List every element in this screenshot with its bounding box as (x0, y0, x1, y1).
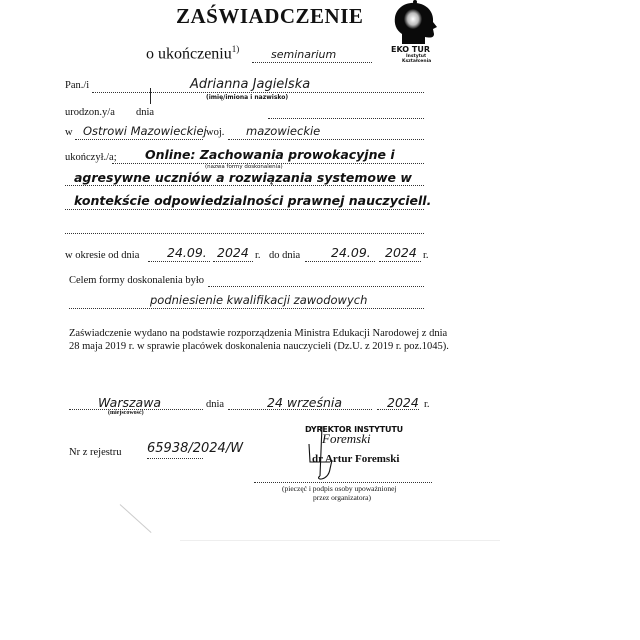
full-name-caption: (imię/imiona i nazwisko) (206, 94, 289, 101)
course-name-line-2: agresywne uczniów a rozwiązania systemowe w (74, 170, 412, 185)
voivodeship-dotted-line (228, 139, 424, 140)
subtitle (146, 44, 239, 63)
eko-tur-logo (388, 0, 444, 68)
voivodeship-label: woj. (206, 127, 225, 138)
course-dotted-line-3 (65, 209, 424, 210)
signature-caption-line-1: (pieczęć i podpis osoby upoważnionej (282, 484, 397, 493)
issue-year-value: 2024 (387, 395, 419, 410)
name-dotted-line (92, 92, 424, 93)
born-day-label: dnia (136, 107, 155, 118)
course-caption: (nazwa formy doskonalenia) (205, 164, 283, 170)
pan-label: Pan./i (65, 80, 90, 91)
purpose-value: podniesienie kwalifikacji zawodowych (150, 293, 368, 307)
to-date-value: 24.09. (331, 245, 371, 260)
purpose-label: Celem formy doskonalenia było (69, 275, 205, 286)
birth-date-dotted-line (268, 118, 424, 119)
year-suffix-2: r. (423, 250, 429, 261)
to-date-dotted-line (305, 261, 375, 262)
completed-label: ukończył./a; (65, 152, 117, 163)
signature-caption-line-2: przez organizatora) (313, 493, 371, 502)
legal-basis-paragraph: Zaświadczenie wydano na podstawie rozporządzenia Ministra Edukacji Narodowej z dnia 28 maja 2019 r. w sprawie placówek doskonalenia nauczycieli (Dz.U. z 2019 r. poz.1045). (69, 328, 449, 352)
course-dotted-line-4 (65, 233, 424, 234)
head-silhouette-icon (388, 0, 444, 46)
registry-dotted-line (147, 458, 203, 459)
registry-number: 65938/2024/W (147, 441, 244, 456)
issue-date-value: 24 września (267, 395, 343, 410)
scan-artifact-line (150, 88, 151, 104)
from-date-value: 24.09. (167, 245, 207, 260)
subtitle-dotted-line (252, 62, 372, 63)
scan-artifact-line-faint (180, 540, 500, 541)
purpose-dotted-line-1 (208, 286, 424, 287)
logo-name: EKO TUR (391, 45, 431, 54)
born-label: urodzon.y/a (65, 107, 115, 118)
subtitle-prefix: o ukończeniu (146, 45, 232, 63)
registry-label: Nr z rejestru (69, 447, 122, 458)
document-title: ZAŚWIADCZENIE (176, 4, 364, 28)
handwritten-signature: Foremski (322, 431, 371, 446)
from-year-value: 2024 (217, 245, 249, 260)
signatory-name: dr Artur Foremski (312, 453, 400, 465)
form-type-value: seminarium (271, 48, 337, 61)
footnote-marker: 1) (231, 44, 240, 54)
signature-dotted-line (254, 482, 432, 483)
course-name-line-3: kontekście odpowiedzialności prawnej nauczyciell. (74, 193, 432, 208)
from-date-dotted-line (148, 261, 210, 262)
issue-place-caption: (miejscowość) (108, 410, 144, 416)
scan-artifact (120, 504, 152, 533)
issue-day-label: dnia (206, 399, 225, 410)
place-value: Ostrowi Mazowieckiej (83, 124, 207, 138)
from-year-dotted-line (213, 261, 253, 262)
logo-line2: Instytut (406, 54, 427, 59)
issue-year-suffix: r. (424, 399, 430, 410)
place-prefix: w (65, 127, 73, 138)
full-name-value: Adrianna Jagielska (190, 77, 311, 92)
to-year-dotted-line (379, 261, 421, 262)
course-name-line-1: Online: Zachowania prowokacyjne i (145, 147, 395, 162)
issue-place-value: Warszawa (98, 395, 162, 410)
place-dotted-line (75, 139, 203, 140)
year-suffix-1: r. (255, 250, 261, 261)
course-dotted-line-2 (65, 185, 424, 186)
signature-title: DYREKTOR INSTYTUTU (305, 425, 403, 434)
period-from-label: w okresie od dnia (65, 250, 140, 261)
to-year-value: 2024 (385, 245, 417, 260)
voivodeship-value: mazowieckie (246, 124, 321, 138)
purpose-dotted-line-2 (69, 308, 424, 309)
logo-line3: Kształcenia (402, 59, 432, 64)
period-to-label: do dnia (269, 250, 301, 261)
